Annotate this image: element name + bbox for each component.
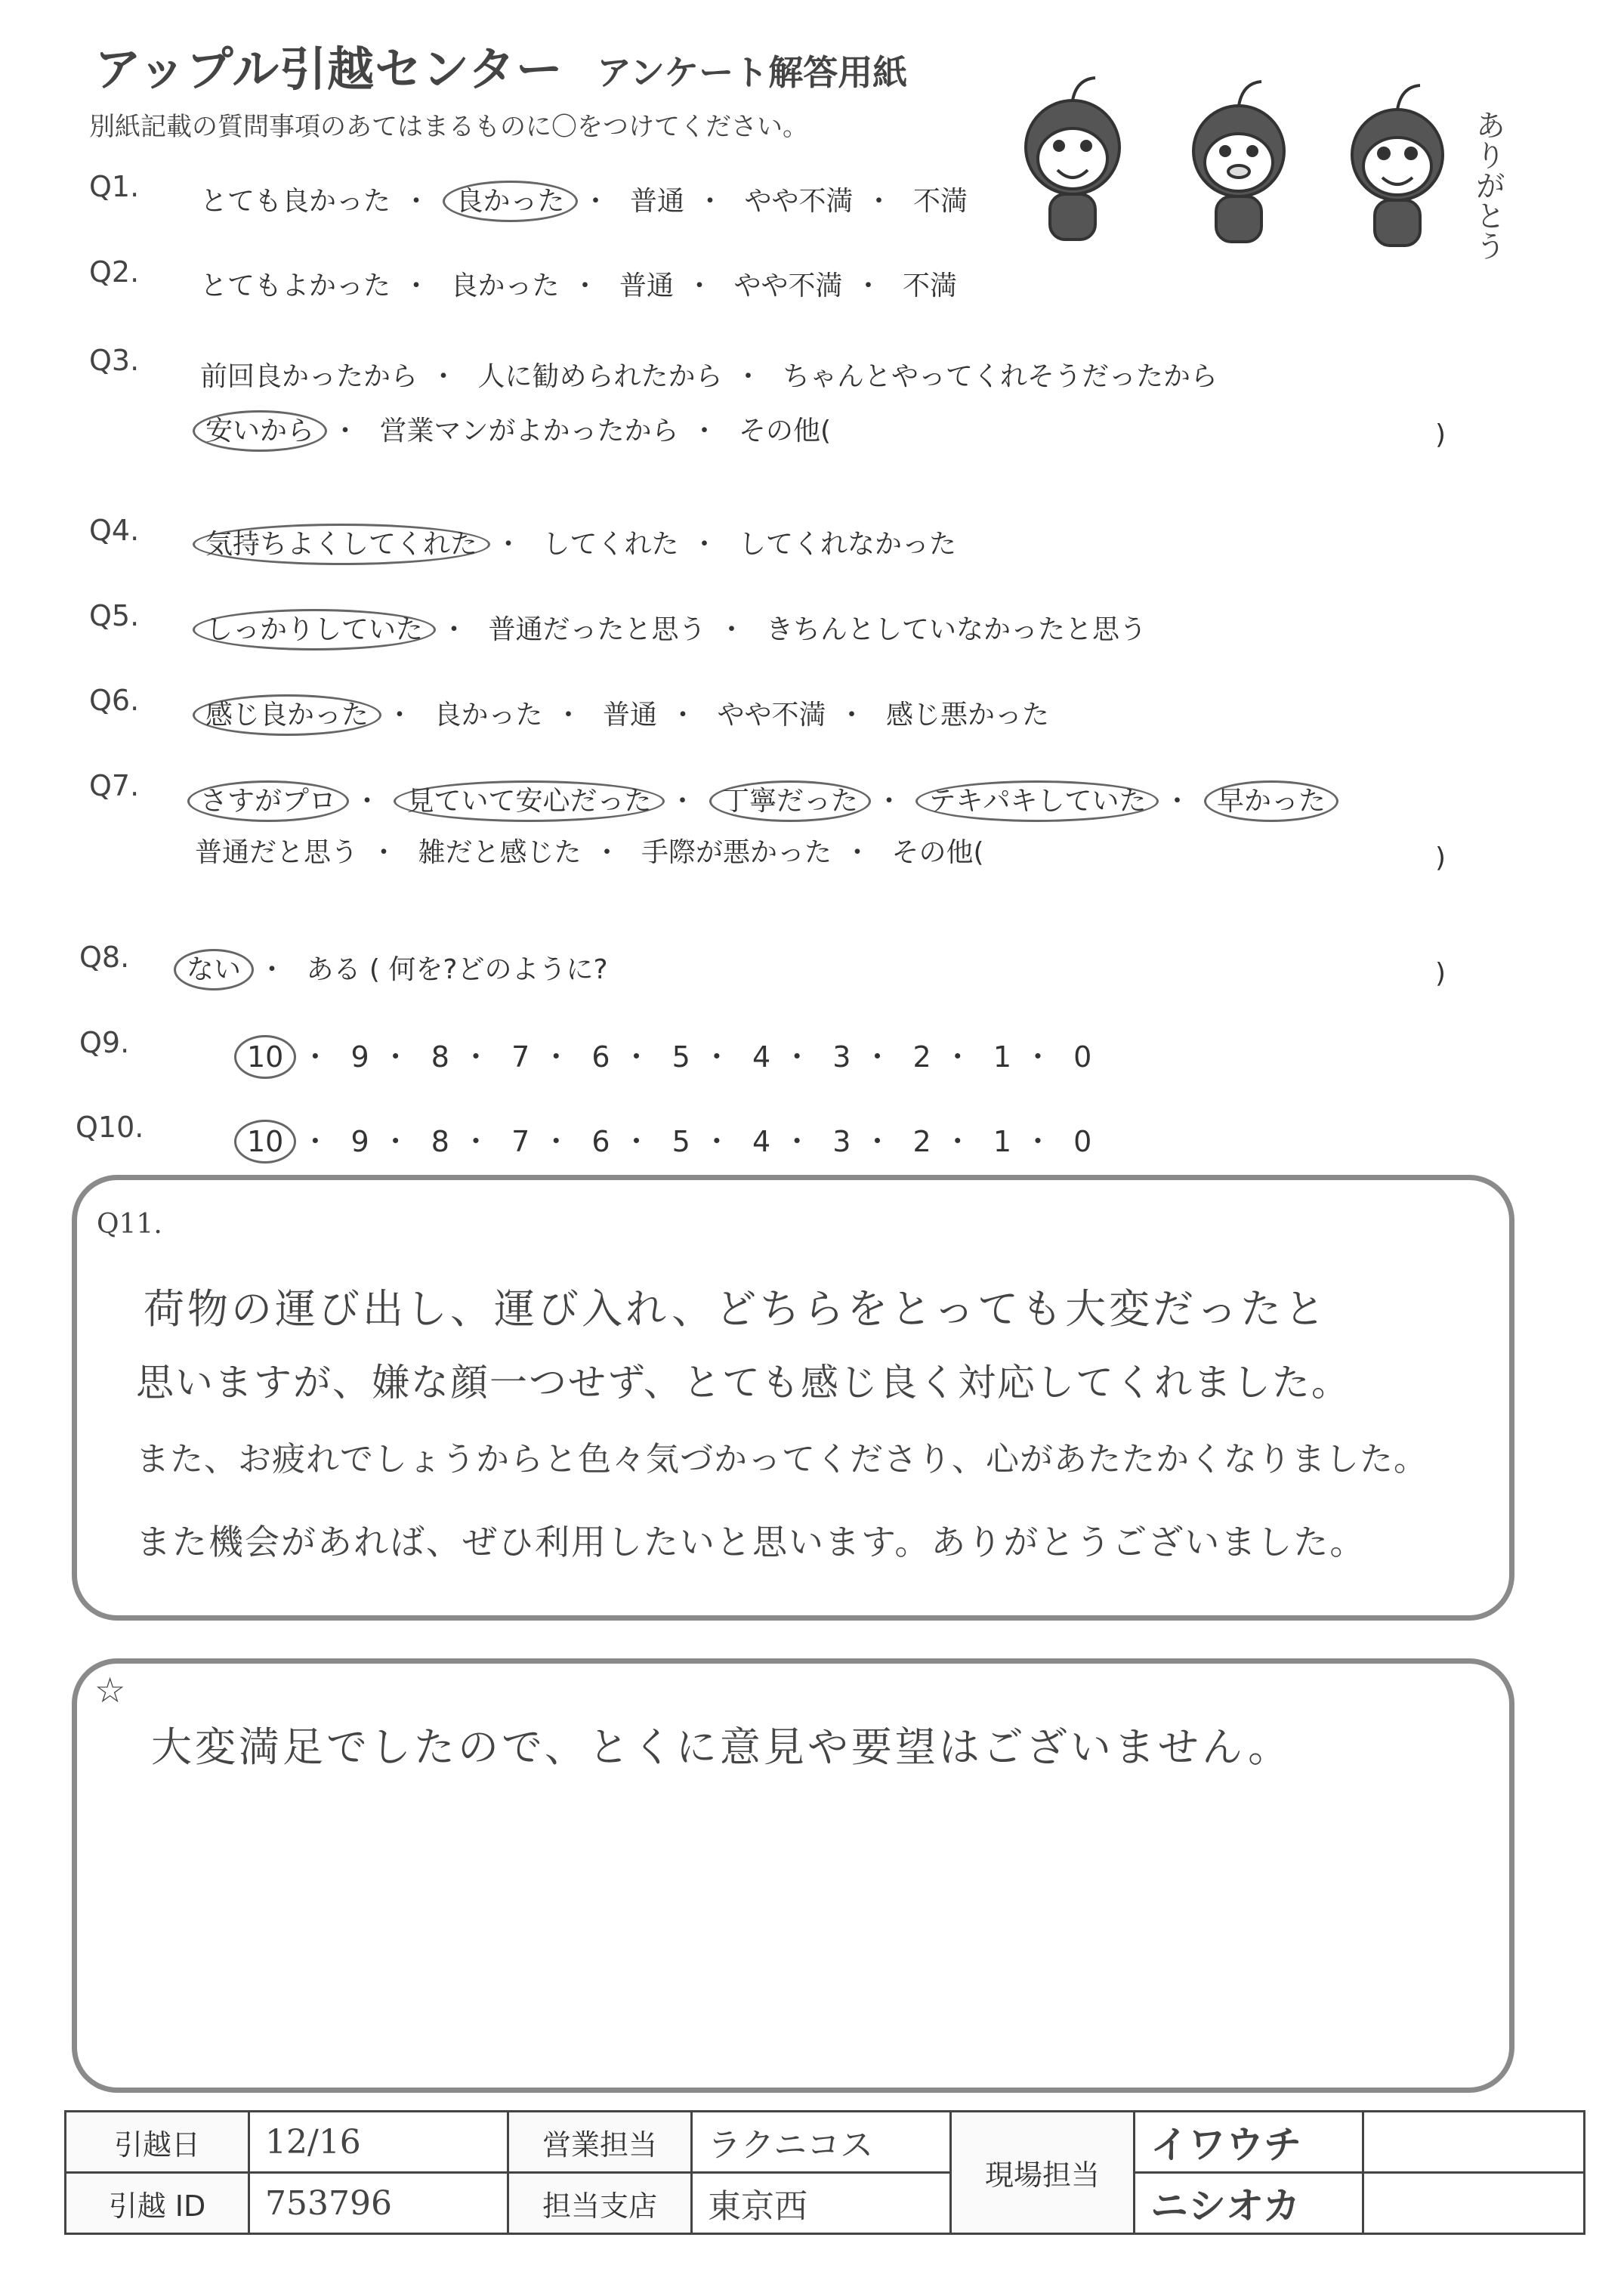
sales-rep-label: 営業担当: [508, 2112, 692, 2173]
option[interactable]: 普通だったと思う: [488, 614, 706, 645]
option[interactable]: 良かった: [434, 700, 543, 731]
site-staff-label: 現場担当: [951, 2112, 1135, 2234]
q3-options-line1: 前回良かったから ・ 人に勧められたから ・ ちゃんとやってくれそうだったから: [200, 361, 1218, 392]
opinion-handwritten-line: 大変満足でしたので、とくに意見や要望はございません。: [151, 1723, 1292, 1771]
star-icon: ☆: [94, 1670, 126, 1710]
scale-option[interactable]: 4: [752, 1125, 771, 1158]
monkey-icon: [1026, 78, 1119, 239]
option[interactable]: 雑だと感じた: [418, 837, 582, 868]
q4-label: Q4.: [89, 514, 140, 547]
option-selected[interactable]: 感じ良かった: [193, 694, 381, 736]
q2-options: とてもよかった ・ 良かった ・ 普通 ・ やや不満 ・ 不満: [200, 270, 957, 301]
q8-options: ない ・ ある ( 何を?どのように?: [181, 948, 608, 987]
scale-option[interactable]: 4: [752, 1040, 771, 1074]
q11-handwritten-line: また、お疲れでしょうからと色々気づかってくださり、心があたたかくなりました。: [136, 1440, 1428, 1479]
q9-scale: 10 ・ 9 ・ 8 ・ 7 ・ 6 ・ 5 ・ 4 ・ 3 ・ 2 ・ 1 ・ 0: [242, 1034, 1091, 1075]
option[interactable]: 不満: [902, 270, 957, 301]
scale-option[interactable]: 0: [1073, 1125, 1092, 1158]
site-staff-value-1[interactable]: イワウチ: [1135, 2112, 1363, 2173]
q3-close-paren: ): [1435, 419, 1446, 450]
option-selected[interactable]: 安いから: [193, 410, 327, 452]
q3-options-line2: 安いから ・ 営業マンがよかったから ・ その他(: [200, 409, 831, 448]
scale-option[interactable]: 9: [350, 1040, 369, 1074]
scale-option[interactable]: 1: [993, 1040, 1012, 1074]
q7-options-line1: さすがプロ ・ 見ていて安心だった ・ 丁寧だった ・ テキパキしていた ・ 早かった: [195, 780, 1331, 818]
move-date-value[interactable]: 12/16: [249, 2112, 508, 2173]
option[interactable]: 普通だと思う: [195, 837, 359, 868]
option[interactable]: やや不満: [744, 186, 854, 217]
sales-rep-value[interactable]: ラクニコス: [692, 2112, 951, 2173]
q6-options: 感じ良かった ・ 良かった ・ 普通 ・ やや不満 ・ 感じ悪かった: [200, 694, 1049, 732]
option[interactable]: 感じ悪かった: [885, 700, 1049, 731]
option-selected[interactable]: 気持ちよくしてくれた: [193, 524, 490, 565]
q10-label: Q10.: [76, 1111, 144, 1144]
footer-info-table: [64, 2110, 1585, 2235]
q8-close-paren: ): [1435, 958, 1446, 989]
scale-option[interactable]: 6: [591, 1125, 610, 1158]
branch-label: 担当支店: [508, 2173, 692, 2234]
q10-scale: 10 ・ 9 ・ 8 ・ 7 ・ 6 ・ 5 ・ 4 ・ 3 ・ 2 ・ 1 ・ 0: [242, 1118, 1091, 1160]
option-selected[interactable]: ない: [174, 949, 254, 990]
option[interactable]: してくれなかった: [738, 529, 956, 560]
option-selected[interactable]: 良かった: [443, 181, 577, 222]
option-selected[interactable]: さすがプロ: [187, 780, 349, 822]
move-id-value[interactable]: 753796: [249, 2173, 508, 2234]
q6-label: Q6.: [89, 684, 140, 717]
option[interactable]: 普通: [619, 270, 674, 301]
scale-option[interactable]: 5: [672, 1040, 690, 1074]
option[interactable]: きちんとしていなかったと思う: [765, 614, 1147, 645]
option[interactable]: 普通: [602, 700, 657, 731]
option-selected[interactable]: 早かった: [1204, 780, 1338, 822]
option[interactable]: 前回良かったから: [200, 361, 418, 392]
scale-option-selected[interactable]: 10: [234, 1035, 296, 1079]
scale-option[interactable]: 8: [431, 1040, 449, 1074]
q4-options: 気持ちよくしてくれた ・ してくれた ・ してくれなかった: [200, 523, 956, 561]
option[interactable]: やや不満: [733, 270, 843, 301]
option[interactable]: とてもよかった: [200, 270, 391, 301]
option[interactable]: その他(: [891, 837, 984, 868]
q5-label: Q5.: [89, 599, 140, 632]
q3-label: Q3.: [89, 344, 140, 377]
scale-option[interactable]: 6: [591, 1040, 610, 1074]
q11-label: Q11.: [97, 1209, 162, 1240]
scale-option[interactable]: 5: [672, 1125, 690, 1158]
option[interactable]: 不満: [912, 186, 968, 217]
option[interactable]: ある ( 何を?どのように?: [306, 954, 608, 985]
empty-cell: [1363, 2112, 1585, 2173]
option-selected[interactable]: テキパキしていた: [915, 780, 1159, 822]
scale-option[interactable]: 9: [350, 1125, 369, 1158]
q7-close-paren: ): [1435, 842, 1446, 873]
instruction-text: 別紙記載の質問事項のあてはまるものに〇をつけてください。: [89, 112, 808, 142]
q8-label: Q8.: [79, 941, 130, 974]
site-staff-value-2[interactable]: ニシオカ: [1135, 2173, 1363, 2234]
option[interactable]: 人に勧められたから: [477, 361, 723, 392]
scale-option[interactable]: 7: [511, 1040, 530, 1074]
monkey-icon: [1352, 85, 1443, 246]
q11-handwritten-line: また機会があれば、ぜひ利用したいと思います。ありがとうございました。: [136, 1522, 1366, 1562]
q7-label: Q7.: [89, 769, 140, 802]
scale-option[interactable]: 1: [993, 1125, 1012, 1158]
option[interactable]: 良かった: [450, 270, 560, 301]
move-date-label: 引越日: [66, 2112, 249, 2173]
option[interactable]: やや不満: [717, 700, 826, 731]
monkey-icon: [1193, 82, 1284, 242]
scale-option[interactable]: 2: [912, 1125, 931, 1158]
option[interactable]: してくれた: [542, 529, 679, 560]
q9-label: Q9.: [79, 1026, 130, 1059]
scale-option[interactable]: 3: [832, 1125, 851, 1158]
q1-label: Q1.: [89, 170, 140, 203]
q5-options: しっかりしていた ・ 普通だったと思う ・ きちんとしていなかったと思う: [200, 608, 1147, 647]
option[interactable]: とても良かった: [200, 186, 391, 217]
scale-option[interactable]: 3: [832, 1040, 851, 1074]
scale-option-selected[interactable]: 10: [234, 1120, 296, 1163]
option[interactable]: ちゃんとやってくれそうだったから: [782, 361, 1218, 392]
monkey-mascots-illustration: [1005, 57, 1526, 261]
q1-options: とても良かった ・ 良かった ・ 普通 ・ やや不満 ・ 不満: [200, 180, 968, 218]
option[interactable]: 手際が悪かった: [641, 837, 832, 868]
scale-option[interactable]: 7: [511, 1125, 530, 1158]
q2-label: Q2.: [89, 255, 140, 289]
form-subtitle: アンケート解答用紙: [597, 52, 908, 93]
move-id-label: 引越 ID: [66, 2173, 249, 2234]
scale-option[interactable]: 2: [912, 1040, 931, 1074]
option-selected[interactable]: しっかりしていた: [193, 609, 436, 651]
option[interactable]: 普通: [629, 186, 684, 217]
option[interactable]: 営業マンがよかったから: [379, 416, 679, 447]
form-title: アップル引越センター: [94, 42, 563, 97]
scale-option[interactable]: 8: [431, 1125, 449, 1158]
option-selected[interactable]: 丁寧だった: [709, 780, 871, 822]
q11-handwritten-line: 荷物の運び出し、運び入れ、どちらをとっても大変だったと: [144, 1285, 1329, 1333]
option-selected[interactable]: 見ていて安心だった: [394, 780, 664, 822]
option[interactable]: その他(: [738, 416, 832, 447]
q11-handwritten-line: 思いますが、嫌な顔一つせず、とても感じ良く対応してくれました。: [136, 1361, 1351, 1405]
mascot-caption: ありがとう: [1471, 110, 1505, 261]
q7-options-line2: 普通だと思う ・ 雑だと感じた ・ 手際が悪かった ・ その他(: [195, 837, 984, 868]
empty-cell: [1363, 2173, 1585, 2234]
scale-option[interactable]: 0: [1073, 1040, 1092, 1074]
branch-value[interactable]: 東京西: [692, 2173, 951, 2234]
